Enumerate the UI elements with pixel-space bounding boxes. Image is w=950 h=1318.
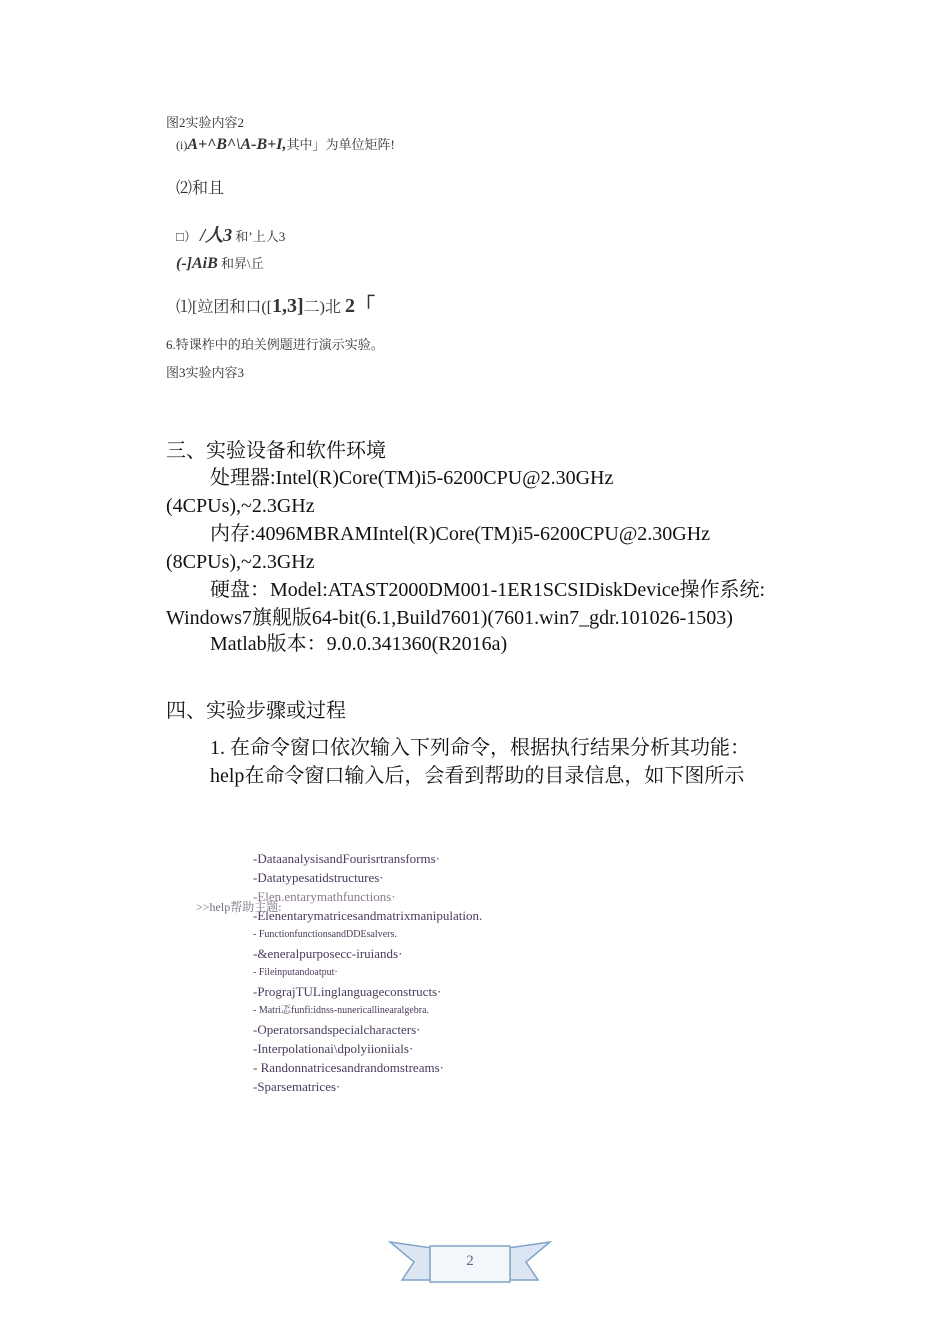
help-topics-list [253, 849, 753, 1096]
item-5-line [176, 289, 375, 318]
item-i-prefix: (i) [176, 138, 188, 152]
item-i-line [176, 134, 395, 154]
item-3-line [176, 221, 285, 247]
help-topic-item: - Matri忑funfi:idnss-nunericallinearalgebra. [253, 1005, 430, 1016]
help-topic-item: - Randonnatricesandrandomstreams· [253, 1060, 444, 1075]
section-4-heading: 四、实验步骤或过程 [166, 700, 346, 722]
help-prompt: >>help帮助主题: [196, 900, 282, 914]
item-6-line: 6.特课柞中的珀关例题进行演示实验。 [166, 337, 384, 352]
memory-line-1: 内存:4096MBRAMIntel(R)Core(TM)i5-6200CPU@2.30GHz [210, 523, 711, 545]
item-i-suffix: 其中」为单位矩阵! [286, 137, 395, 152]
item-4-line [176, 253, 264, 273]
item-3-formula: /人3 [200, 225, 233, 245]
matlab-version-line: Matlab版本：9.0.0.341360(R2016a) [210, 633, 508, 655]
disk-line-2: Windows7旗舰版64-bit(6.1,Build7601)(7601.win7_gdr.101026-1503) [166, 607, 733, 629]
item-4-suffix: 和昇\丘 [221, 256, 264, 271]
item-5-part-b: 1,3] [272, 295, 304, 317]
help-topic-item: - Fileinputandoatput· [253, 967, 338, 978]
item-5-part-d: 2「 [345, 295, 376, 317]
help-topic-item: -Elenentarymatricesandmatrixmanipulation. [253, 908, 483, 923]
figure-2-caption: 图2实验内容2 [166, 115, 245, 130]
item-3-suffix: 和’上人3 [235, 229, 286, 244]
memory-line-2: (8CPUs),~2.3GHz [166, 551, 315, 573]
step-1-description: help在命令窗口输入后，会看到帮助的目录信息，如下图所示 [210, 765, 745, 787]
disk-line-1: 硬盘：Model:ATAST2000DM001-1ER1SCSIDiskDevice操作系统: [210, 579, 766, 601]
help-topic-item: -PrograjTULinglanguageconstructs· [253, 984, 442, 999]
cpu-line-1: 处理器:Intel(R)Core(TM)i5-6200CPU@2.30GHz [210, 467, 614, 489]
cpu-line-2: (4CPUs),~2.3GHz [166, 495, 315, 517]
page-number: 2 [466, 1253, 474, 1269]
help-topic-item: -Elen.entarymathfunctions· [253, 889, 396, 904]
figure-3-caption: 图3实验内容3 [166, 365, 245, 380]
help-topic-item: -DataanalysisandFourisrtransforms· [253, 851, 441, 866]
help-topic-item: -Interpolationai\dpolyiioniials· [253, 1041, 414, 1056]
item-5-part-c: 二)北 [303, 299, 342, 316]
help-topic-item: -&eneralpurposecc-iruiands· [253, 946, 403, 961]
step-1-text: 1. 在命令窗口依次输入下列命令，根据执行结果分析其功能： [210, 737, 750, 759]
help-topic-item: -Datatypesatidstructures· [253, 870, 384, 885]
section-3-heading: 三、实验设备和软件环境 [166, 440, 386, 462]
help-topic-item: -Operatorsandspecialcharacters· [253, 1022, 421, 1037]
item-4-formula: (-]AiB [176, 255, 218, 272]
help-topic-item: -Sparsematrices· [253, 1079, 341, 1094]
page-number-ribbon [388, 1236, 552, 1288]
item-2-line: ⑵和且 [176, 180, 225, 197]
item-5-part-a: ⑴[竝团和口([ [176, 299, 272, 316]
help-topic-item: - FunctionfunctionsandDDEsalvers. [253, 929, 397, 940]
item-i-formula: A+^B^\A-B+I, [187, 136, 287, 153]
item-3-prefix: □） [176, 229, 197, 244]
